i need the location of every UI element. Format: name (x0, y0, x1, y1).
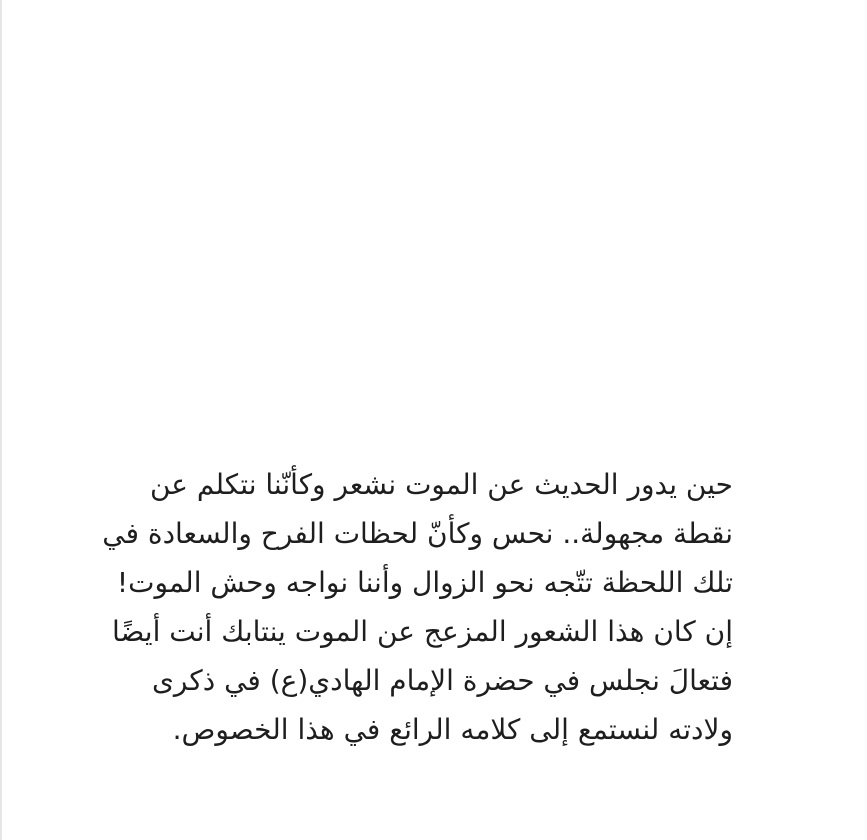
paragraph-line-5: فتعالَ نجلس في حضرة الإمام الهادي(ع) في ذكرى (152, 664, 733, 697)
paragraph-line-6: ولادته لنستمع إلى كلامه الرائع في هذا الخصوص. (172, 713, 733, 746)
paragraph-line-2: نقطة مجهولة.. نحس وكأنّ لحظات الفرح والسعادة في (102, 517, 733, 550)
page-left-edge (0, 0, 2, 840)
paragraph-line-1: حين يدور الحديث عن الموت نشعر وكأنّنا نتكلم عن (149, 468, 733, 501)
paragraph-line-4: إن كان هذا الشعور المزعج عن الموت ينتابك أنت أيضًا (111, 615, 733, 648)
arabic-paragraph (93, 460, 733, 754)
paragraph-line-3: تلك اللحظة تتّجه نحو الزوال وأننا نواجه وحش الموت! (116, 566, 733, 599)
